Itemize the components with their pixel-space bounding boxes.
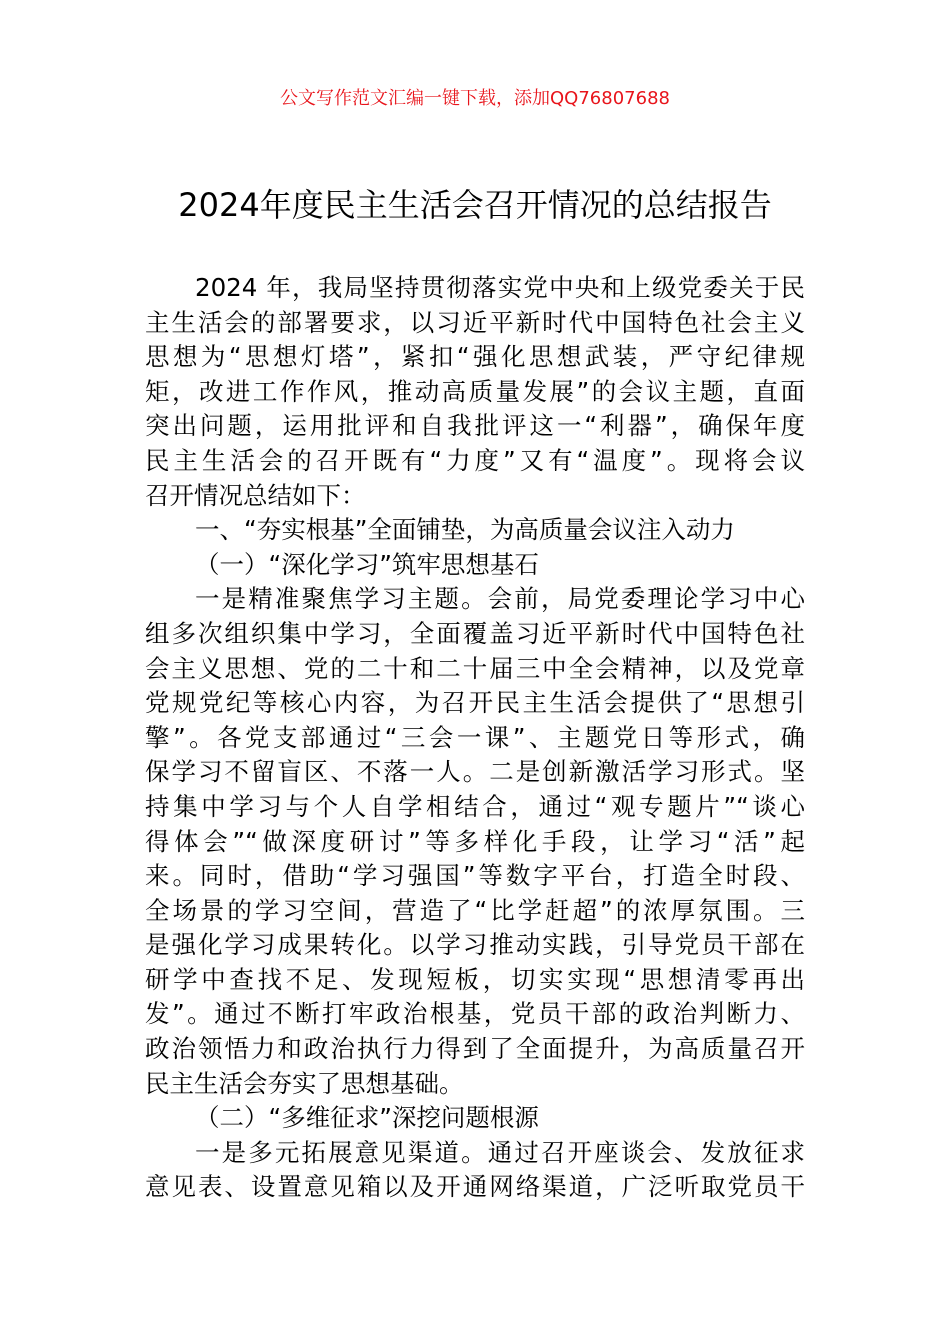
text-line: 突出问题，运用批评和自我批评这一“利器”，确保年度 [145, 411, 805, 441]
text-line: 发”。通过不断打牢政治根基，党员干部的政治判断力、 [145, 999, 805, 1029]
text-line: 持集中学习与个人自学相结合，通过“观专题片”“谈心 [145, 791, 805, 821]
text-line: （二）“多维征求”深挖问题根源 [195, 1103, 539, 1133]
text-line: 党规党纪等核心内容，为召开民主生活会提供了“思想引 [145, 688, 805, 718]
text-line: （一）“深化学习”筑牢思想基石 [195, 549, 539, 579]
text-line: 来。同时，借助“学习强国”等数字平台，打造全时段、 [145, 861, 805, 891]
text-line: 主生活会的部署要求，以习近平新时代中国特色社会主义 [145, 307, 805, 337]
text-line: 民主生活会的召开既有“力度”又有“温度”。现将会议 [145, 445, 805, 475]
text-line: 矩，改进工作作风，推动高质量发展”的会议主题，直面 [145, 376, 805, 406]
text-line: 全场景的学习空间，营造了“比学赶超”的浓厚氛围。三 [145, 895, 805, 925]
document-title: 2024年度民主生活会召开情况的总结报告 [178, 186, 772, 224]
text-line: 得体会”“做深度研讨”等多样化手段，让学习“活”起 [145, 826, 805, 856]
text-line: 组多次组织集中学习，全面覆盖习近平新时代中国特色社 [145, 618, 805, 648]
text-line: 一、“夯实根基”全面铺垫，为高质量会议注入动力 [195, 515, 735, 545]
text-line: 一是多元拓展意见渠道。通过召开座谈会、发放征求 [195, 1137, 805, 1167]
text-line: 民主生活会夯实了思想基础。 [145, 1068, 464, 1098]
text-line: 政治领悟力和政治执行力得到了全面提升，为高质量召开 [145, 1034, 805, 1064]
text-line: 保学习不留盲区、不落一人。二是创新激活学习形式。坚 [145, 757, 805, 787]
text-line: 意见表、设置意见箱以及开通网络渠道，广泛听取党员干 [145, 1172, 805, 1202]
document-body [145, 271, 805, 1205]
text-line: 研学中查找不足、发现短板，切实实现“思想清零再出 [145, 964, 805, 994]
text-line: 是强化学习成果转化。以学习推动实践，引导党员干部在 [145, 930, 805, 960]
text-line: 思想为“思想灯塔”，紧扣“强化思想武装，严守纪律规 [145, 342, 805, 372]
text-line: 擎”。各党支部通过“三会一课”、主题党日等形式，确 [145, 722, 805, 752]
text-line: 一是精准聚焦学习主题。会前，局党委理论学习中心 [195, 584, 805, 614]
text-line: 召开情况总结如下： [145, 480, 366, 510]
download-banner-link[interactable]: 公文写作范文汇编一键下载，添加QQ76807688 [280, 88, 670, 109]
text-line: 2024 年，我局坚持贯彻落实党中央和上级党委关于民 [195, 273, 805, 302]
text-line: 会主义思想、党的二十和二十届三中全会精神，以及党章 [145, 653, 805, 683]
